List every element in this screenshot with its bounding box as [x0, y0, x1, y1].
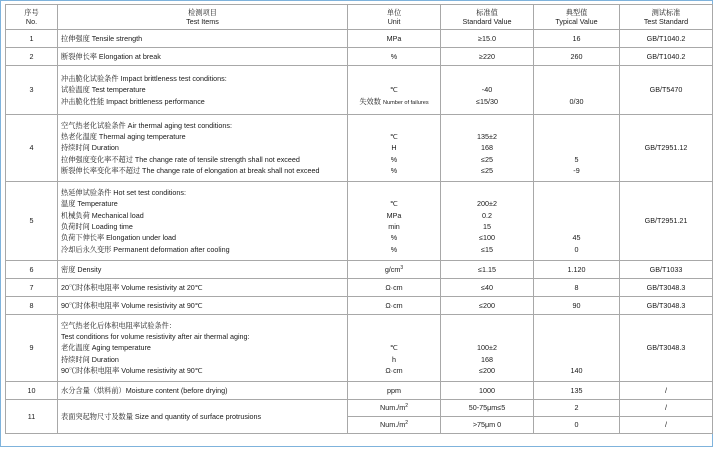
unit-cell: $Num./m^2$	[348, 400, 441, 417]
standard-value: ≤40	[441, 279, 534, 297]
test-standard: GB/T1040.2	[620, 48, 713, 66]
typical-value: 140	[534, 315, 620, 382]
standard-value: 100±2 168 ≤200	[441, 315, 534, 382]
test-standard: GB/T1040.2	[620, 30, 713, 48]
header-typical-value: 典型值 Typical Value	[534, 5, 620, 30]
header-unit: 单位 Unit	[348, 5, 441, 30]
table-row	[6, 315, 713, 382]
typical-value: 8	[534, 279, 620, 297]
typical-value: 0/30	[534, 66, 620, 115]
header-standard-value: 标准值 Standard Value	[441, 5, 534, 30]
unit-cell: ℃ MPa min % %	[348, 182, 441, 261]
standard-value: 50-75μm≤5	[441, 400, 534, 417]
row-number: 8	[6, 297, 58, 315]
table-row	[6, 400, 713, 417]
unit-cell: Ω·cm	[348, 279, 441, 297]
table-row	[6, 261, 713, 279]
header-no: 序号 No.	[6, 5, 58, 30]
test-standard: /	[620, 382, 713, 400]
typical-value: 2	[534, 400, 620, 417]
typical-value: 260	[534, 48, 620, 66]
row-number: 5	[6, 182, 58, 261]
standard-value: >75μm 0	[441, 417, 534, 434]
header-test-standard: 测试标准 Test Standard	[620, 5, 713, 30]
table-row	[6, 182, 713, 261]
test-standard: /	[620, 400, 713, 417]
typical-value: 0	[534, 417, 620, 434]
standard-value: ≥220	[441, 48, 534, 66]
unit-cell: Ω·cm	[348, 297, 441, 315]
standard-value: 135±2 168 ≤25 ≤25	[441, 115, 534, 182]
test-standard: /	[620, 417, 713, 434]
header-row	[6, 5, 713, 30]
table-row	[6, 297, 713, 315]
test-standard: GB/T5470	[620, 66, 713, 115]
unit-cell: $g/cm^3$	[348, 261, 441, 279]
row-number: 2	[6, 48, 58, 66]
test-item: 水分含量（烘料前）Moisture content (before drying)	[58, 382, 348, 400]
table-row	[6, 30, 713, 48]
standard-value: ≤200	[441, 297, 534, 315]
unit-cell: ℃ 失效数 Number of failures	[348, 66, 441, 115]
unit-cell: ℃ h Ω·cm	[348, 315, 441, 382]
test-item: 空气热老化后体积电阻率试验条件： Test conditions for volume resistivity after air thermal aging: 老化温度 Aging temperature 持续时间 Duration 90℃时体积电阻率 Volume resistivity at 90℃	[58, 315, 348, 382]
standard-value: 1000	[441, 382, 534, 400]
test-item: 90℃时体积电阻率 Volume resistivity at 90℃	[58, 297, 348, 315]
table-row	[6, 66, 713, 115]
typical-value: 1.120	[534, 261, 620, 279]
table-row	[6, 279, 713, 297]
test-standard: GB/T2951.21	[620, 182, 713, 261]
test-item: 表面突起物尺寸及数量 Size and quantity of surface protrusions	[58, 400, 348, 434]
test-standard: GB/T3048.3	[620, 279, 713, 297]
row-number: 1	[6, 30, 58, 48]
test-item: 密度 Density	[58, 261, 348, 279]
test-item: 空气热老化试验条件 Air thermal aging test conditions: 热老化温度 Thermal aging temperature 持续时间 Duration 拉伸强度变化率不超过 The change rate of tensile strength shall not exceed 断裂伸长率变化率不超过 The change rate of elongation at break shall not exceed	[58, 115, 348, 182]
test-item: 20℃时体积电阻率 Volume resistivity at 20℃	[58, 279, 348, 297]
typical-value: 90	[534, 297, 620, 315]
unit-cell: $Num./m^2$	[348, 417, 441, 434]
test-standard: GB/T3048.3	[620, 297, 713, 315]
typical-value: 45 0	[534, 182, 620, 261]
typical-value: 16	[534, 30, 620, 48]
unit-cell: MPa	[348, 30, 441, 48]
standard-value: ≤1.15	[441, 261, 534, 279]
test-standard: GB/T3048.3	[620, 315, 713, 382]
table-row	[6, 115, 713, 182]
row-number: 4	[6, 115, 58, 182]
standard-value: 200±2 0.2 15 ≤100 ≤15	[441, 182, 534, 261]
typical-value: 135	[534, 382, 620, 400]
row-number: 7	[6, 279, 58, 297]
standard-value: ≥15.0	[441, 30, 534, 48]
row-number: 11	[6, 400, 58, 434]
typical-value: 5 -9	[534, 115, 620, 182]
test-item: 热延伸试验条件 Hot set test conditions: 温度 Temperature 机械负荷 Mechanical load 负荷时间 Loading time 负荷下伸长率 Elongation under load 冷却后永久变形 Permanent deformation after cooling	[58, 182, 348, 261]
table-row	[6, 382, 713, 400]
unit-cell: ppm	[348, 382, 441, 400]
unit-cell: %	[348, 48, 441, 66]
row-number: 9	[6, 315, 58, 382]
table-row	[6, 48, 713, 66]
test-item: 断裂伸长率 Elongation at break	[58, 48, 348, 66]
test-item: 冲击脆化试验条件 Impact brittleness test conditions: 试验温度 Test temperature 冲击脆化性能 Impact brittleness performance	[58, 66, 348, 115]
unit-cell: ℃ H % %	[348, 115, 441, 182]
row-number: 10	[6, 382, 58, 400]
row-number: 3	[6, 66, 58, 115]
row-number: 6	[6, 261, 58, 279]
header-test-items: 检测项目 Test Items	[58, 5, 348, 30]
test-standard: GB/T2951.12	[620, 115, 713, 182]
properties-table	[5, 4, 713, 434]
test-item: 拉伸强度 Tensile strength	[58, 30, 348, 48]
standard-value: -40 ≤15/30	[441, 66, 534, 115]
test-standard: GB/T1033	[620, 261, 713, 279]
